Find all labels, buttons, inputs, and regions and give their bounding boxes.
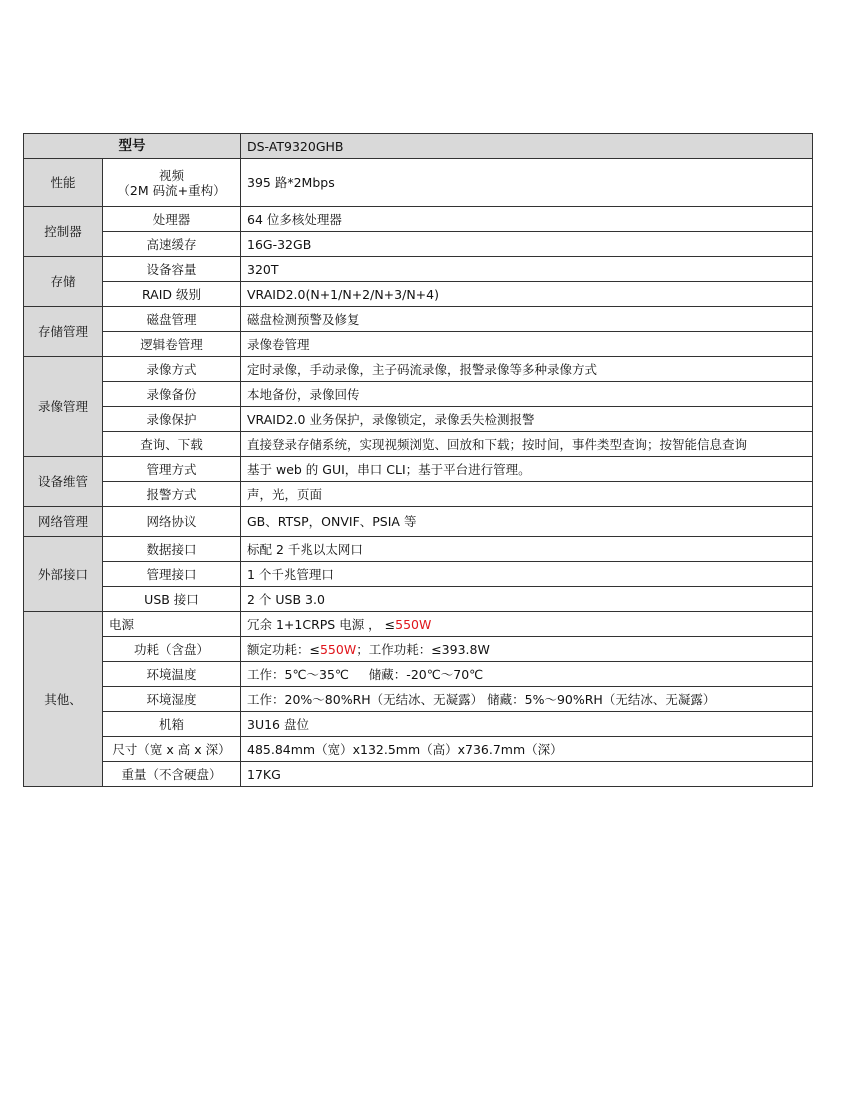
performance-row [24,159,813,207]
processor-row [24,207,813,232]
capacity-value: 320T [241,257,813,282]
raid-label: RAID 级别 [103,282,241,307]
consumption-label: 功耗（含盘） [103,637,241,662]
category-interfaces: 外部接口 [24,537,103,612]
weight-value: 17KG [241,762,813,787]
capacity-label: 设备容量 [103,257,241,282]
raid-value: VRAID2.0(N+1/N+2/N+3/N+4) [241,282,813,307]
consumption-highlight: 550W [319,641,357,657]
weight-row [24,762,813,787]
power-row [24,612,813,637]
cache-row [24,232,813,257]
mgmt-port-value: 1 个千兆管理口 [241,562,813,587]
size-value: 485.84mm（宽）x132.5mm（高）x736.7mm（深） [241,737,813,762]
record-backup-value: 本地备份，录像回传 [241,382,813,407]
size-row [24,737,813,762]
alarm-label: 报警方式 [103,482,241,507]
temperature-value: 工作：5℃～35℃ 储藏：-20℃～70℃ [241,662,813,687]
consumption-value [241,637,813,662]
power-label: 电源 [103,612,241,637]
record-protect-row [24,407,813,432]
cache-value: 16G-32GB [241,232,813,257]
chassis-row [24,712,813,737]
protocol-row [24,507,813,537]
weight-label: 重量（不含硬盘） [103,762,241,787]
category-network: 网络管理 [24,507,103,537]
data-port-row [24,537,813,562]
record-protect-label: 录像保护 [103,407,241,432]
category-others: 其他、 [24,612,103,787]
processor-value: 64 位多核处理器 [241,207,813,232]
model-label: 型号 [24,134,241,159]
protocol-value: GB、RTSP，ONVIF、PSIA 等 [241,507,813,537]
data-port-value: 标配 2 千兆以太网口 [241,537,813,562]
record-backup-label: 录像备份 [103,382,241,407]
usb-value: 2 个 USB 3.0 [241,587,813,612]
spec-table [23,133,813,787]
mgmt-port-label: 管理接口 [103,562,241,587]
disk-mgmt-label: 磁盘管理 [103,307,241,332]
volume-mgmt-value: 录像卷管理 [241,332,813,357]
record-query-value: 直接登录存储系统，实现视频浏览、回放和下载；按时间，事件类型查询；按智能信息查询 [241,432,813,457]
chassis-value: 3U16 盘位 [241,712,813,737]
cache-label: 高速缓存 [103,232,241,257]
video-label-line2: （2M 码流+重构） [117,182,226,198]
video-label-line1: 视频 [158,167,184,183]
volume-mgmt-row [24,332,813,357]
capacity-row [24,257,813,282]
consumption-suffix: ；工作功耗：≤393.8W [356,641,490,657]
video-label [103,159,241,207]
record-protect-value: VRAID2.0 业务保护，录像锁定，录像丢失检测报警 [241,407,813,432]
data-port-label: 数据接口 [103,537,241,562]
model-value: DS-AT9320GHB [241,134,813,159]
humidity-row [24,687,813,712]
maint-mgmt-label: 管理方式 [103,457,241,482]
category-controller: 控制器 [24,207,103,257]
consumption-row [24,637,813,662]
humidity-value: 工作：20%～80%RH（无结冰、无凝露） 储藏：5%～90%RH（无结冰、无凝露） [241,687,813,712]
maint-mgmt-value: 基于 web 的 GUI，串口 CLI；基于平台进行管理。 [241,457,813,482]
category-maintenance: 设备维管 [24,457,103,507]
temperature-label: 环境温度 [103,662,241,687]
record-backup-row [24,382,813,407]
protocol-label: 网络协议 [103,507,241,537]
processor-label: 处理器 [103,207,241,232]
usb-row [24,587,813,612]
mgmt-port-row [24,562,813,587]
usb-label: USB 接口 [103,587,241,612]
alarm-value: 声，光，页面 [241,482,813,507]
record-query-label: 查询、下载 [103,432,241,457]
volume-mgmt-label: 逻辑卷管理 [103,332,241,357]
alarm-row [24,482,813,507]
raid-row [24,282,813,307]
record-mode-label: 录像方式 [103,357,241,382]
power-value [241,612,813,637]
category-storage: 存储 [24,257,103,307]
category-recording: 录像管理 [24,357,103,457]
humidity-label: 环境湿度 [103,687,241,712]
temperature-row [24,662,813,687]
model-row [24,134,813,159]
record-query-row [24,432,813,457]
maint-mgmt-row [24,457,813,482]
size-label: 尺寸（宽 x 高 x 深） [103,737,241,762]
consumption-prefix: 额定功耗：≤ [247,641,320,657]
record-mode-value: 定时录像，手动录像，主子码流录像，报警录像等多种录像方式 [241,357,813,382]
disk-mgmt-row [24,307,813,332]
power-value-text: 冗余 1+1CRPS 电源 ， ≤ [247,616,396,632]
disk-mgmt-value: 磁盘检测预警及修复 [241,307,813,332]
power-value-highlight: 550W [395,616,432,632]
category-storage-mgmt: 存储管理 [24,307,103,357]
chassis-label: 机箱 [103,712,241,737]
category-performance: 性能 [24,159,103,207]
video-value: 395 路*2Mbps [241,159,813,207]
record-mode-row [24,357,813,382]
